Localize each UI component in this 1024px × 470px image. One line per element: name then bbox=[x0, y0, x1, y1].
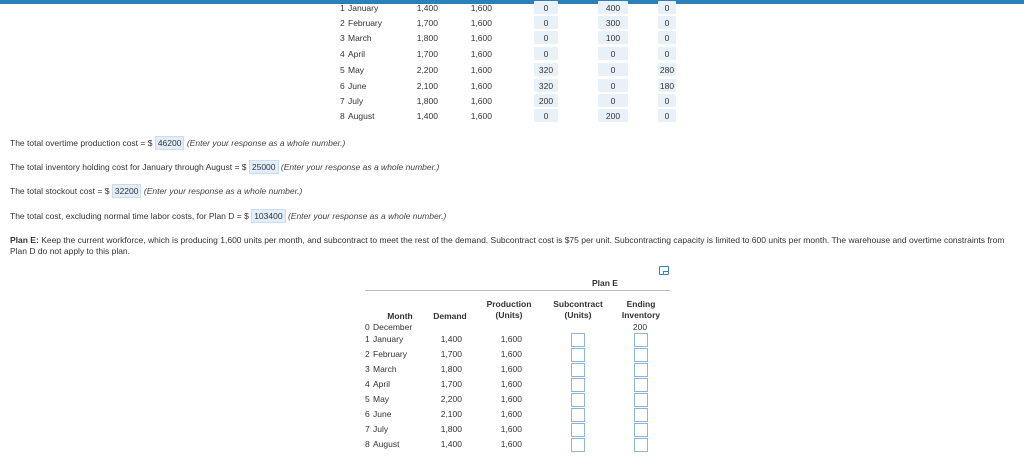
ending-inventory-input[interactable] bbox=[634, 423, 648, 437]
row-demand: 1,400 bbox=[416, 111, 438, 121]
row-demand: 1,800 bbox=[440, 364, 462, 374]
row-value-2: 0 bbox=[598, 79, 628, 92]
header-production: Production (Units) bbox=[486, 299, 532, 320]
subcontract-input[interactable] bbox=[571, 348, 585, 362]
row-month: January bbox=[373, 334, 404, 344]
row-value-3: 0 bbox=[658, 31, 676, 44]
row-number: 7 bbox=[365, 424, 370, 434]
row-value-1: 320 bbox=[534, 79, 558, 92]
total-cost-line bbox=[10, 211, 446, 221]
row-number: 1 bbox=[340, 3, 345, 13]
top-accent-bar bbox=[0, 0, 1024, 4]
row-value-3: 0 bbox=[658, 94, 676, 107]
row-month: August bbox=[348, 111, 375, 121]
row-month: July bbox=[348, 96, 364, 106]
row-value-2: 400 bbox=[598, 1, 628, 14]
row-production: 1,600 bbox=[470, 65, 492, 75]
row-month: December bbox=[373, 322, 413, 332]
row-demand: 2,100 bbox=[440, 409, 462, 419]
row-number: 3 bbox=[365, 364, 370, 374]
row-value-3: 0 bbox=[658, 1, 676, 14]
row-value-3: 180 bbox=[659, 81, 675, 91]
subcontract-input[interactable] bbox=[571, 408, 585, 422]
ending-inventory-input[interactable] bbox=[634, 393, 648, 407]
row-month: January bbox=[348, 3, 379, 13]
holding-cost-line bbox=[10, 162, 439, 172]
row-demand: 2,200 bbox=[440, 394, 462, 404]
row-number: 8 bbox=[365, 439, 370, 449]
row-value-3: 280 bbox=[659, 65, 675, 75]
ending-inventory-input[interactable] bbox=[634, 333, 648, 347]
overtime-answer[interactable]: 46200 bbox=[155, 136, 185, 150]
ending-inventory-input[interactable] bbox=[634, 438, 648, 452]
row-value-3: 0 bbox=[658, 109, 676, 122]
row-production: 1,600 bbox=[470, 96, 492, 106]
row-demand: 1,400 bbox=[440, 439, 462, 449]
overtime-hint: (Enter your response as a whole number.) bbox=[186, 138, 346, 148]
row-number: 4 bbox=[340, 49, 345, 59]
row-production: 1,600 bbox=[470, 33, 492, 43]
row-month: May bbox=[373, 394, 390, 404]
row-month: May bbox=[348, 65, 365, 75]
row-number: 8 bbox=[340, 111, 345, 121]
row-demand: 1,400 bbox=[416, 3, 438, 13]
row-month: February bbox=[373, 349, 408, 359]
row-value-1: 0 bbox=[534, 47, 558, 60]
row-number: 6 bbox=[340, 81, 345, 91]
row-demand: 1,700 bbox=[416, 49, 438, 59]
ending-inventory-input[interactable] bbox=[634, 408, 648, 422]
row-production: 1,600 bbox=[500, 364, 522, 374]
row-production: 1,600 bbox=[470, 18, 492, 28]
row-number: 0 bbox=[365, 322, 370, 332]
row-number: 6 bbox=[365, 409, 370, 419]
row-demand: 1,400 bbox=[440, 334, 462, 344]
row-production: 1,600 bbox=[500, 379, 522, 389]
subcontract-input[interactable] bbox=[571, 363, 585, 377]
row-production: 1,600 bbox=[470, 3, 492, 13]
ending-inventory-input[interactable] bbox=[634, 363, 648, 377]
row-number: 4 bbox=[365, 379, 370, 389]
row-number: 5 bbox=[340, 65, 345, 75]
row-production: 1,600 bbox=[500, 439, 522, 449]
header-ending-inventory: Ending Inventory bbox=[621, 299, 661, 320]
row-value-1: 0 bbox=[534, 109, 558, 122]
header-subcontract: Subcontract (Units) bbox=[553, 299, 603, 320]
row-value-2: 0 bbox=[598, 47, 628, 60]
row-month: April bbox=[348, 49, 366, 59]
subcontract-input[interactable] bbox=[571, 393, 585, 407]
total-cost-answer[interactable]: 103400 bbox=[251, 209, 285, 223]
row-month: March bbox=[373, 364, 397, 374]
row-demand: 2,100 bbox=[416, 81, 438, 91]
row-production: 1,600 bbox=[500, 349, 522, 359]
row-value-2: 0 bbox=[598, 63, 628, 76]
stockout-label: The total stockout cost = $ bbox=[10, 186, 110, 196]
plan-e-label: Plan E: bbox=[10, 235, 39, 245]
row-value-2: 300 bbox=[598, 16, 628, 29]
ending-inventory-input[interactable] bbox=[634, 348, 648, 362]
row-month: March bbox=[348, 33, 372, 43]
row-demand: 1,800 bbox=[416, 96, 438, 106]
holding-hint: (Enter your response as a whole number.) bbox=[280, 162, 440, 172]
header-demand: Demand bbox=[433, 311, 467, 321]
row-production: 1,600 bbox=[500, 409, 522, 419]
row-month: June bbox=[348, 81, 367, 91]
row-number: 7 bbox=[340, 96, 345, 106]
row-month: July bbox=[373, 424, 389, 434]
subcontract-input[interactable] bbox=[571, 423, 585, 437]
stockout-hint: (Enter your response as a whole number.) bbox=[143, 186, 303, 196]
ending-inventory-input[interactable] bbox=[634, 378, 648, 392]
copy-icon[interactable] bbox=[659, 266, 669, 275]
row-value-1: 0 bbox=[534, 1, 558, 14]
row-value-2: 200 bbox=[598, 109, 628, 122]
total-cost-hint: (Enter your response as a whole number.) bbox=[287, 211, 447, 221]
row-production: 1,600 bbox=[470, 111, 492, 121]
row-value-1: 0 bbox=[534, 16, 558, 29]
row-value-2: 0 bbox=[598, 94, 628, 107]
row-value-3: 0 bbox=[658, 16, 676, 29]
row-production: 1,600 bbox=[500, 394, 522, 404]
plan-e-description bbox=[10, 235, 1010, 257]
row-production: 1,600 bbox=[500, 334, 522, 344]
row-value-2: 100 bbox=[598, 31, 628, 44]
start-ending-inventory: 200 bbox=[632, 322, 648, 332]
row-demand: 1,700 bbox=[416, 18, 438, 28]
row-value-1: 0 bbox=[534, 31, 558, 44]
header-month: Month bbox=[387, 311, 413, 321]
row-value-1: 320 bbox=[534, 63, 558, 76]
row-month: April bbox=[373, 379, 391, 389]
row-month: June bbox=[373, 409, 392, 419]
row-production: 1,600 bbox=[470, 49, 492, 59]
row-value-3: 0 bbox=[658, 47, 676, 60]
holding-label: The total inventory holding cost for January through August = $ bbox=[10, 162, 247, 172]
row-number: 2 bbox=[340, 18, 345, 28]
row-month: August bbox=[373, 439, 400, 449]
row-demand: 2,200 bbox=[416, 65, 438, 75]
plan-e-title: Plan E bbox=[592, 278, 618, 288]
holding-answer[interactable]: 25000 bbox=[249, 160, 279, 174]
row-number: 2 bbox=[365, 349, 370, 359]
row-production: 1,600 bbox=[500, 424, 522, 434]
plan-e-body: Keep the current workforce, which is producing 1,600 units per month, and subcontract to meet the rest of the demand. Subcontract cost is $75 per unit. Subcontracting capacity is limited to 600 units per month. The warehouse and overtime constraints from Plan D do not apply to this plan. bbox=[10, 235, 1005, 256]
row-month: February bbox=[348, 18, 383, 28]
stockout-cost-line bbox=[10, 186, 302, 196]
row-production: 1,600 bbox=[470, 81, 492, 91]
total-cost-label: The total cost, excluding normal time labor costs, for Plan D = $ bbox=[10, 211, 249, 221]
plan-e-divider bbox=[365, 290, 670, 291]
subcontract-input[interactable] bbox=[571, 378, 585, 392]
subcontract-input[interactable] bbox=[571, 333, 585, 347]
overtime-label: The total overtime production cost = $ bbox=[10, 138, 153, 148]
overtime-cost-line bbox=[10, 138, 345, 148]
row-number: 3 bbox=[340, 33, 345, 43]
row-demand: 1,700 bbox=[440, 379, 462, 389]
row-value-1: 200 bbox=[534, 94, 558, 107]
row-demand: 1,800 bbox=[440, 424, 462, 434]
row-demand: 1,700 bbox=[440, 349, 462, 359]
stockout-answer[interactable]: 32200 bbox=[112, 184, 142, 198]
subcontract-input[interactable] bbox=[571, 438, 585, 452]
row-demand: 1,800 bbox=[416, 33, 438, 43]
row-number: 5 bbox=[365, 394, 370, 404]
row-number: 1 bbox=[365, 334, 370, 344]
